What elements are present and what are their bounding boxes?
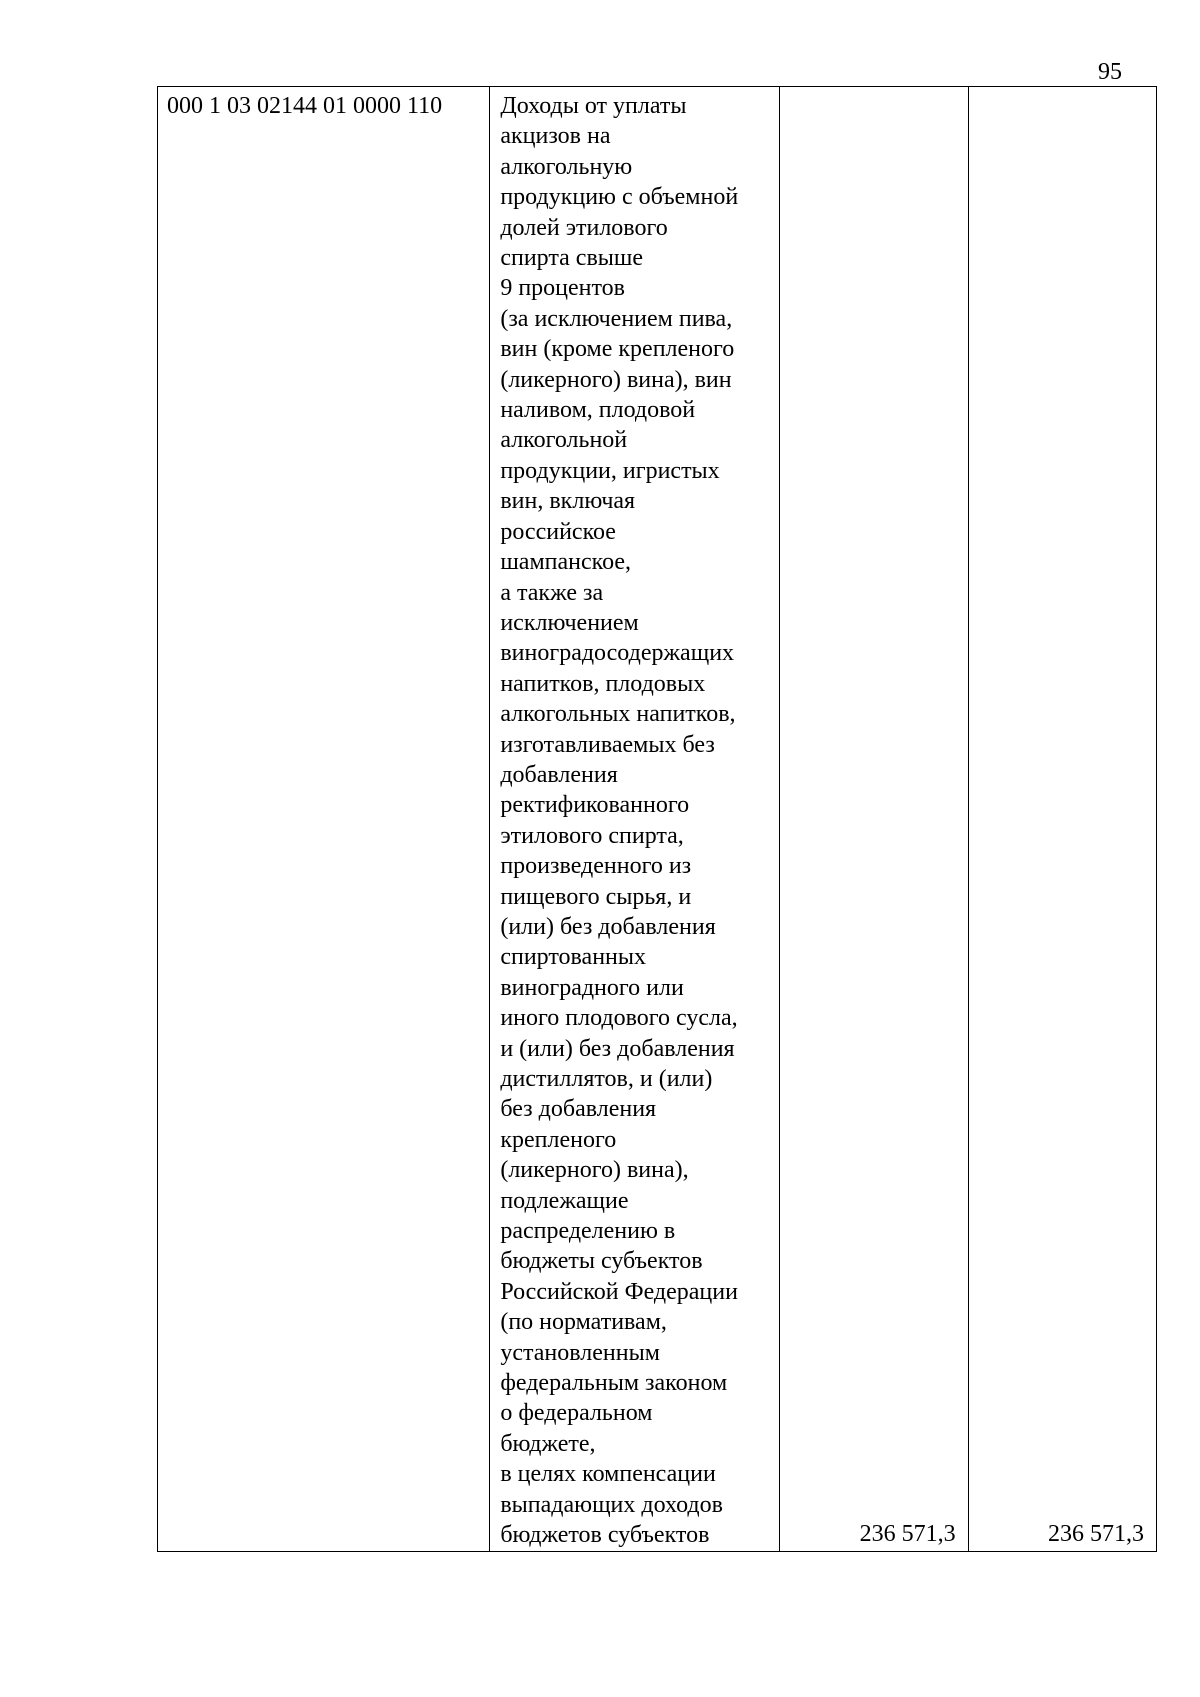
description-line: напитков, плодовых xyxy=(500,670,706,697)
description-line: подлежащие xyxy=(500,1187,629,1214)
budget-classification-code: 000 1 03 02144 01 0000 110 xyxy=(158,87,490,1552)
amount-column-2: 236 571,3 xyxy=(968,87,1156,1552)
description-line: добавления xyxy=(500,761,618,788)
income-description xyxy=(490,87,780,1552)
description-line: и (или) без добавления xyxy=(500,1035,735,1062)
description-line: бюджеты субъектов xyxy=(500,1248,703,1275)
description-line: крепленого xyxy=(500,1126,617,1153)
description-line: спирта свыше xyxy=(500,245,644,272)
description-line: иного плодового сусла, xyxy=(500,1005,738,1032)
description-line: вин (кроме крепленого xyxy=(500,336,735,363)
description-line: распределению в xyxy=(500,1218,676,1245)
description-line: (ликерного) вина), xyxy=(500,1157,689,1184)
page-number: 95 xyxy=(1098,59,1122,85)
description-line: продукции, игристых xyxy=(500,457,720,484)
description-line: установленным xyxy=(500,1339,660,1366)
description-line: исключением xyxy=(500,609,639,636)
budget-table xyxy=(157,86,1157,1552)
description-line: Российской Федерации xyxy=(500,1278,738,1305)
description-line: продукцию с объемной xyxy=(500,184,739,211)
description-line: (за исключением пива, xyxy=(500,305,733,332)
description-line: алкогольную xyxy=(500,153,633,180)
description-line: (или) без добавления xyxy=(500,913,716,940)
description-line: спиртованных xyxy=(500,944,647,971)
description-line: 9 процентов xyxy=(500,275,626,302)
description-line: российское xyxy=(500,518,616,545)
description-line: вин, включая xyxy=(500,488,636,515)
description-line: акцизов на xyxy=(500,123,611,150)
amount-column-1: 236 571,3 xyxy=(780,87,968,1552)
description-line: этилового спирта, xyxy=(500,822,684,849)
description-line: выпадающих доходов xyxy=(500,1491,723,1518)
description-line: бюджетов субъектов xyxy=(500,1522,710,1549)
description-line: Доходы от уплаты xyxy=(500,93,687,119)
description-line: федеральным законом xyxy=(500,1370,728,1397)
description-line: а также за xyxy=(500,579,604,606)
description-line: дистиллятов, и (или) xyxy=(500,1066,713,1092)
description-line: без добавления xyxy=(500,1096,657,1123)
description-line: изготавливаемых без xyxy=(500,731,715,758)
description-line: виноградосодержащих xyxy=(500,640,735,667)
table-row xyxy=(158,87,1157,1552)
description-line: алкогольных напитков, xyxy=(500,701,736,728)
description-line: ректификованного xyxy=(500,792,690,819)
description-line: (ликерного) вина), вин xyxy=(500,366,732,393)
description-line: о федеральном xyxy=(500,1400,653,1427)
description-line: долей этилового xyxy=(500,214,668,241)
description-line: наливом, плодовой xyxy=(500,397,696,424)
description-line: в целях компенсации xyxy=(500,1461,716,1488)
description-line: шампанское, xyxy=(500,549,632,576)
description-line: бюджете, xyxy=(500,1430,596,1457)
description-line: пищевого сырья, и xyxy=(500,883,692,910)
description-line: виноградного или xyxy=(500,974,684,1001)
description-line: (по нормативам, xyxy=(500,1309,667,1336)
description-line: произведенного из xyxy=(500,853,692,880)
description-line: алкогольной xyxy=(500,427,628,454)
